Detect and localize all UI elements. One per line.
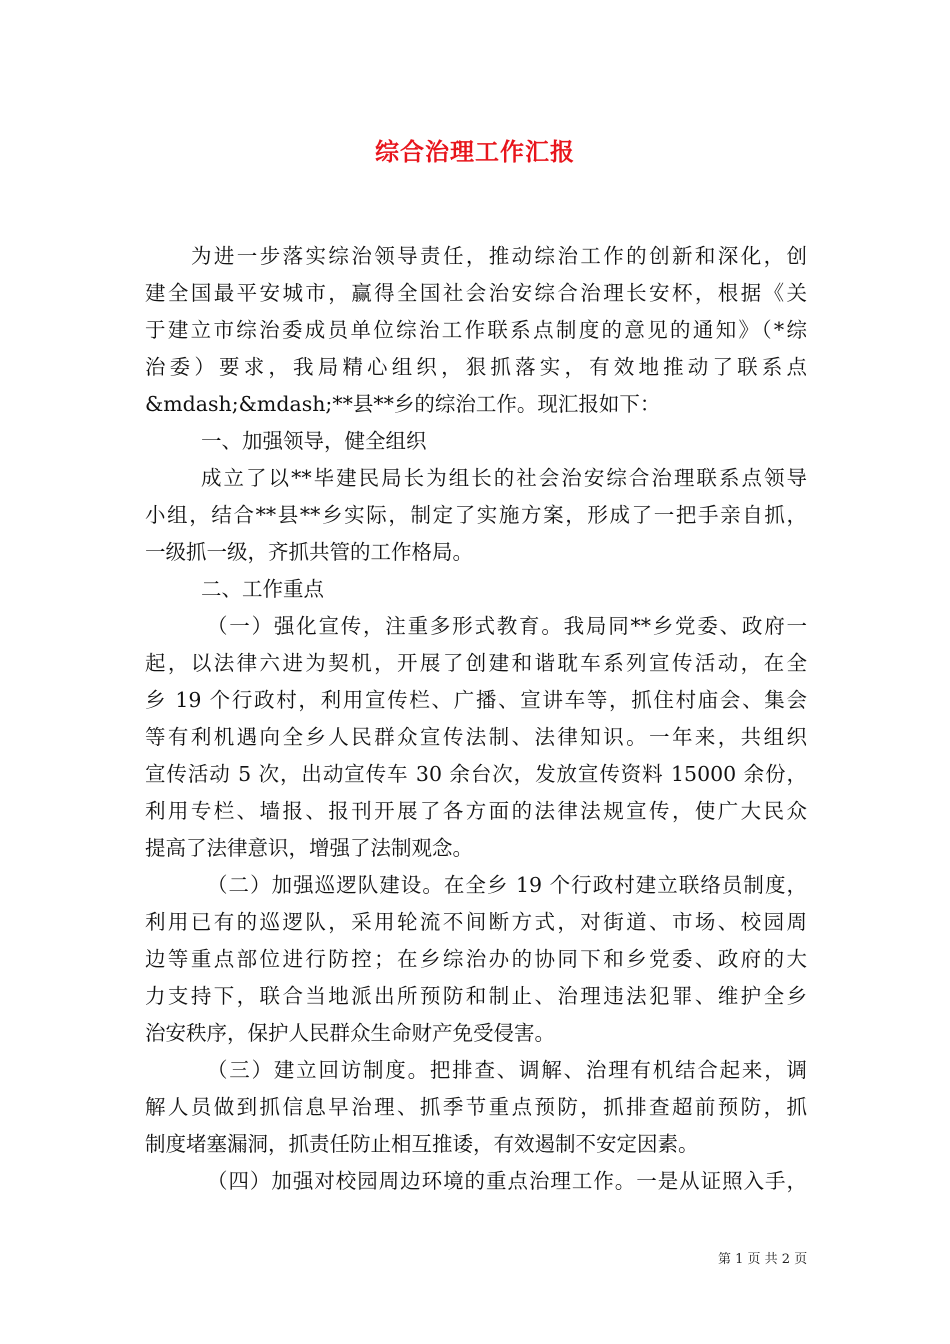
paragraph-line: 一、加强领导，健全组织 [201, 429, 427, 453]
paragraph-line: &mdash;&mdash;**县**乡的综治工作。现汇报如下： [145, 392, 661, 416]
paragraph-line: 等有利机遇向全乡人民群众宣传法制、法律知识。一年来，共组织 [145, 725, 807, 749]
paragraph-line: 治安秩序，保护人民群众生命财产免受侵害。 [145, 1021, 555, 1045]
document-title: 综合治理工作汇报 [375, 137, 575, 166]
paragraph-line: 解人员做到抓信息早治理、抓季节重点预防，抓排查超前预防，抓 [145, 1095, 807, 1119]
paragraph-line: 力支持下，联合当地派出所预防和制止、治理违法犯罪、维护全乡 [145, 984, 807, 1008]
paragraph-line: 边等重点部位进行防控；在乡综治办的协同下和乡党委、政府的大 [145, 947, 807, 971]
paragraph-line: 制度堵塞漏洞，抓责任防止相互推诿，有效遏制不安定因素。 [145, 1132, 699, 1156]
paragraph-line: 小组，结合**县**乡实际，制定了实施方案，形成了一把手亲自抓， [145, 503, 807, 527]
paragraph-line: 二、工作重点 [201, 577, 324, 601]
paragraph-line: （一）强化宣传，注重多形式教育。我局同**乡党委、政府一 [207, 614, 807, 638]
paragraph-line: 宣传活动 5 次，出动宣传车 30 余台次，发放宣传资料 15000 余份， [145, 762, 807, 786]
paragraph-line: （三）建立回访制度。把排查、调解、治理有机结合起来，调 [207, 1058, 807, 1082]
paragraph-line: 治委）要求，我局精心组织，狠抓落实，有效地推动了联系点 [145, 355, 807, 379]
page-number: 第 1 页 共 2 页 [718, 1252, 808, 1267]
paragraph-line: 一级抓一级，齐抓共管的工作格局。 [145, 540, 473, 564]
paragraph-line: （四）加强对校园周边环境的重点治理工作。一是从证照入手， [207, 1169, 807, 1193]
paragraph-line: 成立了以**毕建民局长为组长的社会治安综合治理联系点领导 [201, 466, 807, 490]
paragraph-line: （二）加强巡逻队建设。在全乡 19 个行政村建立联络员制度， [207, 873, 807, 897]
paragraph-line: 起，以法律六进为契机，开展了创建和谐耽车系列宣传活动，在全 [145, 651, 807, 675]
paragraph-line: 为进一步落实综治领导责任，推动综治工作的创新和深化，创 [191, 244, 807, 268]
paragraph-line: 利用专栏、墙报、报刊开展了各方面的法律法规宣传，使广大民众 [145, 799, 807, 823]
paragraph-line: 乡 19 个行政村，利用宣传栏、广播、宣讲车等，抓住村庙会、集会 [145, 688, 807, 712]
paragraph-line: 利用已有的巡逻队，采用轮流不间断方式，对街道、市场、校园周 [145, 910, 807, 934]
paragraph-line: 提高了法律意识，增强了法制观念。 [145, 836, 473, 860]
paragraph-line: 建全国最平安城市，赢得全国社会治安综合治理长安杯，根据《关 [145, 281, 807, 305]
paragraph-line: 于建立市综治委成员单位综治工作联系点制度的意见的通知》（*综 [145, 318, 807, 342]
